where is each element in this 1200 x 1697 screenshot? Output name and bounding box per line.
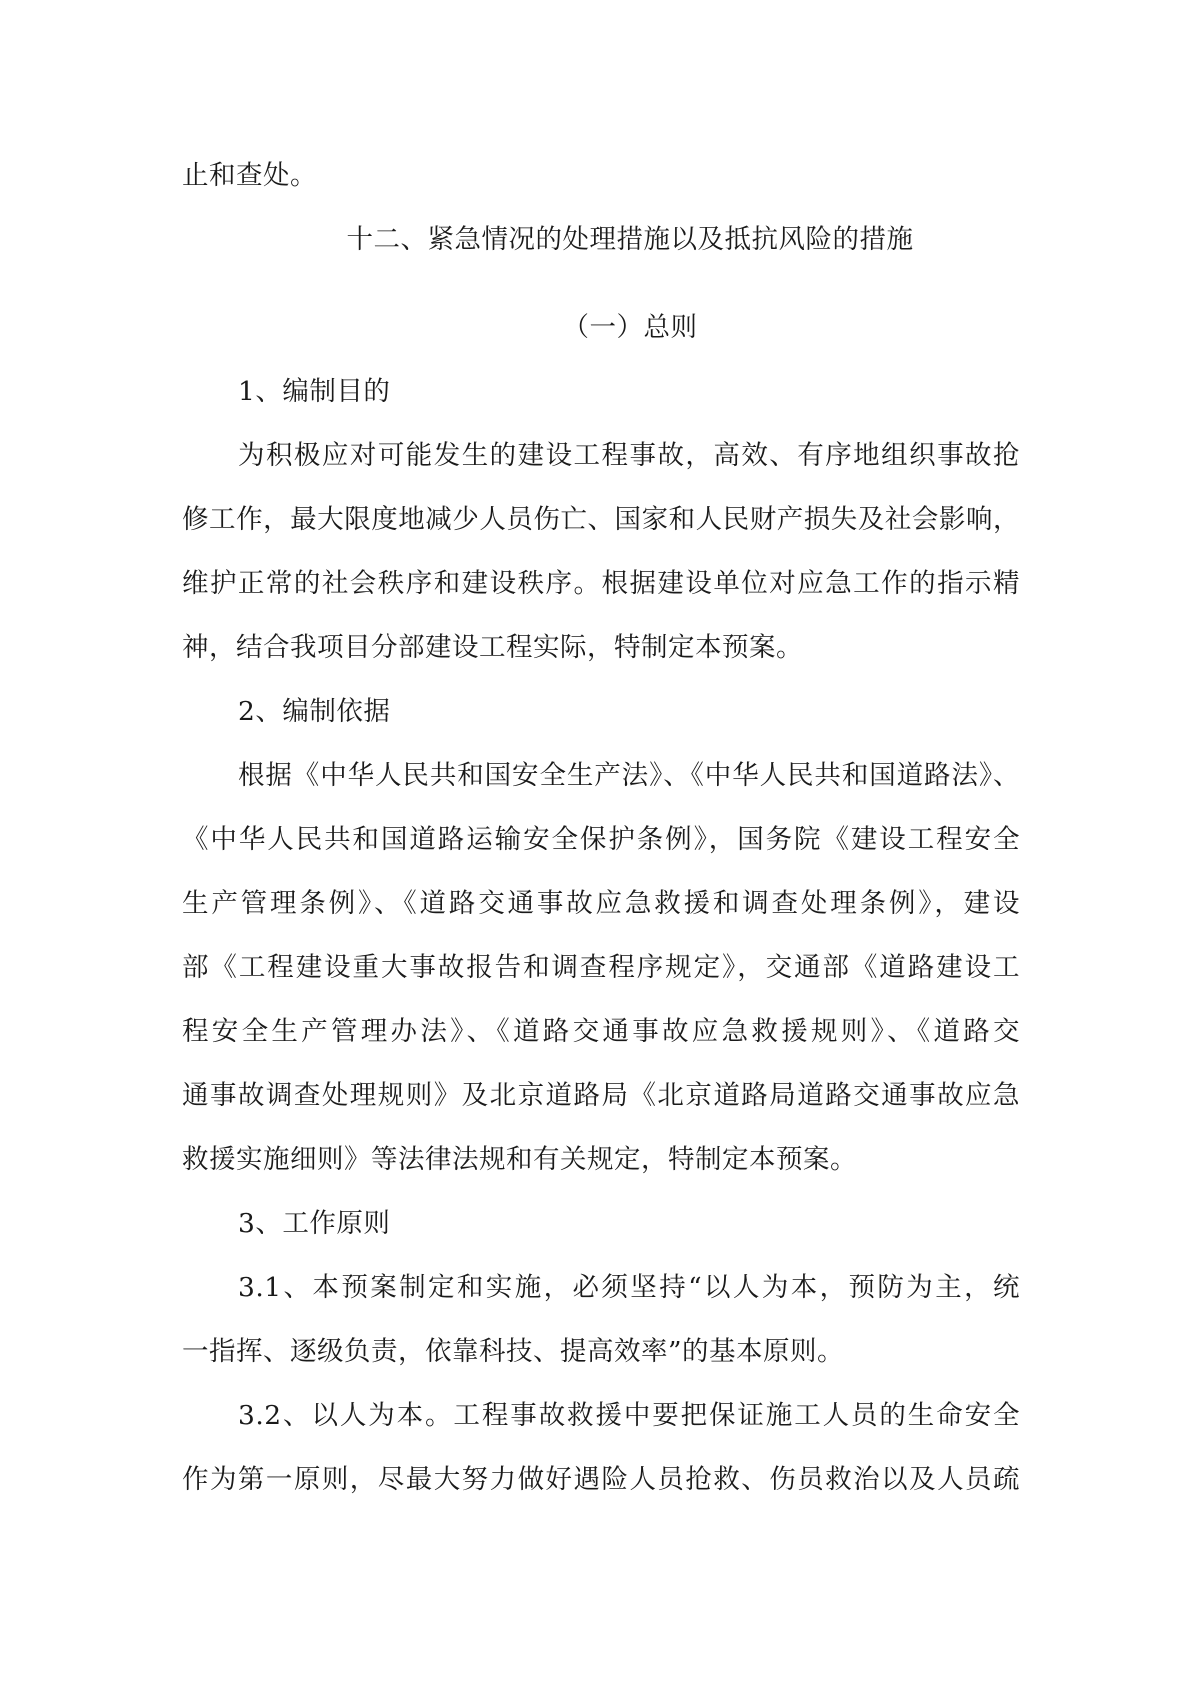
- item3-heading: 3、工作原则: [238, 1208, 391, 1239]
- text-line: 3.1、本预案制定和实施，必须坚持“以人为本，预防为主，统: [238, 1272, 1020, 1303]
- text-line: 一指挥、逐级负责，依靠科技、提高效率”的基本原则。: [182, 1336, 845, 1367]
- text-line: 作为第一原则，尽最大努力做好遇险人员抢救、伤员救治以及人员疏: [182, 1464, 1020, 1495]
- section-title-text: 十二、紧急情况的处理措施以及抵抗风险的措施: [346, 224, 914, 255]
- text-line: 部《工程建设重大事故报告和调查程序规定》，交通部《道路建设工: [182, 952, 1020, 983]
- item3-section: [182, 1192, 1020, 1512]
- text-line: 生产管理条例》、《道路交通事故应急救援和调查处理条例》，建设: [182, 888, 1020, 919]
- item2-section: [182, 680, 1020, 1192]
- item1-section: [182, 360, 1020, 680]
- text-line: 止和查处。: [182, 160, 317, 191]
- text-line: 通事故调查处理规则》及北京道路局《北京道路局道路交通事故应急: [182, 1080, 1020, 1111]
- item1-heading: 1、编制目的: [238, 376, 391, 407]
- text-line: 救援实施细则》等法律法规和有关规定，特制定本预案。: [182, 1144, 857, 1175]
- subsection-title: [230, 296, 1030, 360]
- section-title: [230, 208, 1030, 272]
- text-line: 3.2、以人为本。工程事故救援中要把保证施工人员的生命安全: [238, 1400, 1020, 1431]
- item2-heading: 2、编制依据: [238, 696, 391, 727]
- text-line: 修工作，最大限度地减少人员伤亡、国家和人民财产损失及社会影响，: [182, 504, 1020, 535]
- text-line: 根据《中华人民共和国安全生产法》、《中华人民共和国道路法》、: [238, 760, 1020, 791]
- text-line: 《中华人民共和国道路运输安全保护条例》，国务院《建设工程安全: [182, 824, 1020, 855]
- subsection-title-text: （一）总则: [562, 312, 698, 343]
- text-line: 为积极应对可能发生的建设工程事故，高效、有序地组织事故抢: [238, 440, 1020, 471]
- text-line: 神，结合我项目分部建设工程实际，特制定本预案。: [182, 632, 803, 663]
- continuation-paragraph: [182, 144, 1020, 208]
- text-line: 维护正常的社会秩序和建设秩序。根据建设单位对应急工作的指示精: [182, 568, 1020, 599]
- text-line: 程安全生产管理办法》、《道路交通事故应急救援规则》、《道路交: [182, 1016, 1020, 1047]
